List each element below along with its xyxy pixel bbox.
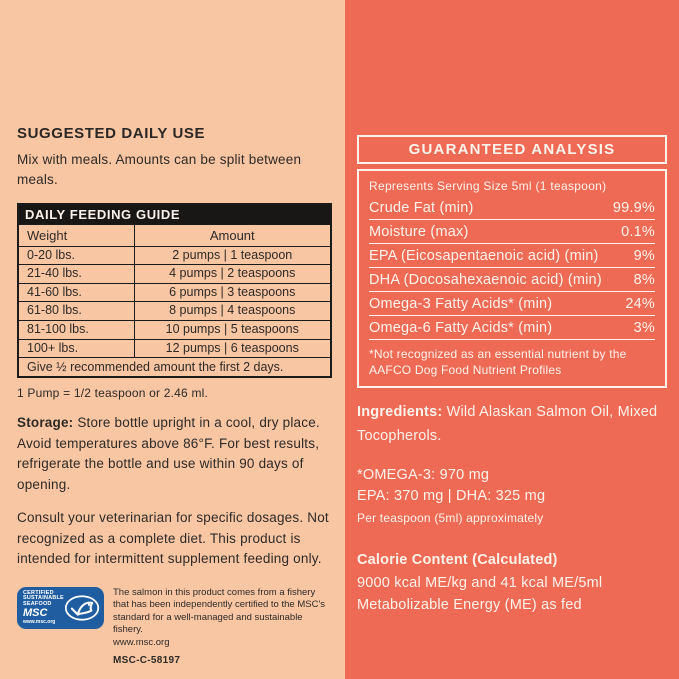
feeding-guide-header-row (18, 224, 331, 246)
intro-text: Mix with meals. Amounts can be split between meals. (17, 152, 302, 188)
analysis-row (369, 244, 655, 268)
msc-description: The salmon in this product comes from a fishery that has been independently certified to the MSC's standard for a well-managed and sustainable fishery. (113, 586, 326, 636)
omega3-amount: *OMEGA-3: 970 mg (357, 466, 490, 483)
amount-cell: 2 pumps | 1 teaspoon (134, 246, 331, 265)
weight-cell: 41-60 lbs. (18, 283, 134, 302)
ingredients-paragraph (357, 401, 667, 447)
analysis-row (369, 292, 655, 316)
guaranteed-analysis-box (357, 169, 667, 388)
analysis-row (369, 196, 655, 220)
omega-block (357, 465, 667, 527)
table-row (18, 302, 331, 321)
daily-feeding-guide-table (17, 203, 332, 379)
fish-check-icon (64, 590, 100, 626)
table-row (18, 265, 331, 284)
right-panel (345, 0, 679, 679)
column-header-weight: Weight (18, 224, 134, 246)
analysis-row (369, 316, 655, 340)
msc-logo-text (23, 591, 64, 626)
analysis-value: 8% (633, 272, 655, 288)
storage-label: Storage: (17, 415, 74, 431)
feeding-guide-title-row (18, 204, 331, 225)
analysis-row (369, 268, 655, 292)
weight-cell: 81-100 lbs. (18, 321, 134, 340)
amount-cell: 4 pumps | 2 teaspoons (134, 265, 331, 284)
analysis-value: 99.9% (612, 200, 655, 216)
analysis-value: 3% (633, 320, 655, 336)
calorie-line1: 9000 kcal ME/kg and 41 kcal ME/5ml (357, 574, 603, 591)
msc-logo-url: www.msc.org (23, 619, 56, 626)
table-footer-row (18, 358, 331, 378)
msc-logo-name: MSC (23, 607, 48, 620)
analysis-label: DHA (Docosahexaenoic acid) (min) (369, 272, 602, 288)
storage-paragraph (17, 413, 332, 495)
analysis-label: EPA (Eicosapentaenoic acid) (min) (369, 248, 599, 264)
msc-logo (17, 587, 104, 629)
serving-size-note: Represents Serving Size 5ml (1 teaspoon) (369, 179, 607, 193)
aafco-footnote: *Not recognized as an essential nutrient by the AAFCO Dog Food Nutrient Profiles (369, 347, 627, 378)
omega-note: Per teaspoon (5ml) approximately (357, 510, 544, 525)
calorie-line2: Metabolizable Energy (ME) as fed (357, 597, 582, 614)
analysis-value: 9% (633, 248, 655, 264)
feeding-guide-title: DAILY FEEDING GUIDE (18, 204, 331, 225)
weight-cell: 61-80 lbs. (18, 302, 134, 321)
table-row (18, 246, 331, 265)
analysis-row (369, 220, 655, 244)
weight-cell: 0-20 lbs. (18, 246, 134, 265)
column-header-amount: Amount (134, 224, 331, 246)
analysis-label: Moisture (max) (369, 224, 469, 240)
analysis-label: Crude Fat (min) (369, 200, 474, 216)
ingredients-label: Ingredients: (357, 404, 443, 421)
msc-logo-line2: SUSTAINABLE (23, 595, 64, 602)
table-row (18, 321, 331, 340)
analysis-value: 24% (625, 296, 655, 312)
epa-dha-amounts: EPA: 370 mg | DHA: 325 mg (357, 487, 546, 504)
msc-logo-line3: SEAFOOD (23, 600, 52, 607)
analysis-label: Omega-3 Fatty Acids* (min) (369, 296, 553, 312)
table-row (18, 283, 331, 302)
storage-text: Store bottle upright in a cool, dry place. Avoid temperatures above 86°F. For best results, refrigerate the bottle and use within 90 days of opening. (17, 415, 320, 492)
amount-cell: 6 pumps | 3 teaspoons (134, 283, 331, 302)
calorie-title: Calorie Content (Calculated) (357, 552, 558, 569)
ingredients-text: Wild Alaskan Salmon Oil, Mixed Tocopherols. (357, 404, 658, 444)
msc-url: www.msc.org (113, 636, 170, 648)
pump-note: 1 Pump = 1/2 teaspoon or 2.46 ml. (17, 386, 209, 401)
suggested-daily-use-title: SUGGESTED DAILY USE (17, 125, 206, 142)
amount-cell: 8 pumps | 4 teaspoons (134, 302, 331, 321)
amount-cell: 12 pumps | 6 teaspoons (134, 339, 331, 358)
feeding-guide-footer: Give ½ recommended amount the first 2 days. (18, 358, 331, 378)
weight-cell: 21-40 lbs. (18, 265, 134, 284)
analysis-label: Omega-6 Fatty Acids* (min) (369, 320, 553, 336)
analysis-value: 0.1% (621, 224, 655, 240)
msc-code: MSC-C-58197 (113, 654, 181, 666)
calorie-content-block (357, 549, 667, 616)
msc-text-block (113, 587, 332, 667)
table-row (18, 339, 331, 358)
weight-cell: 100+ lbs. (18, 339, 134, 358)
guaranteed-analysis-header: GUARANTEED ANALYSIS (357, 135, 667, 164)
msc-logo-line1: CERTIFIED (23, 589, 54, 596)
amount-cell: 10 pumps | 5 teaspoons (134, 321, 331, 340)
msc-certification-block (17, 587, 332, 667)
consult-paragraph: Consult your veterinarian for specific dosages. Not recognized as a complete diet. This product is intended for intermittent supplement feeding only. (17, 510, 329, 567)
